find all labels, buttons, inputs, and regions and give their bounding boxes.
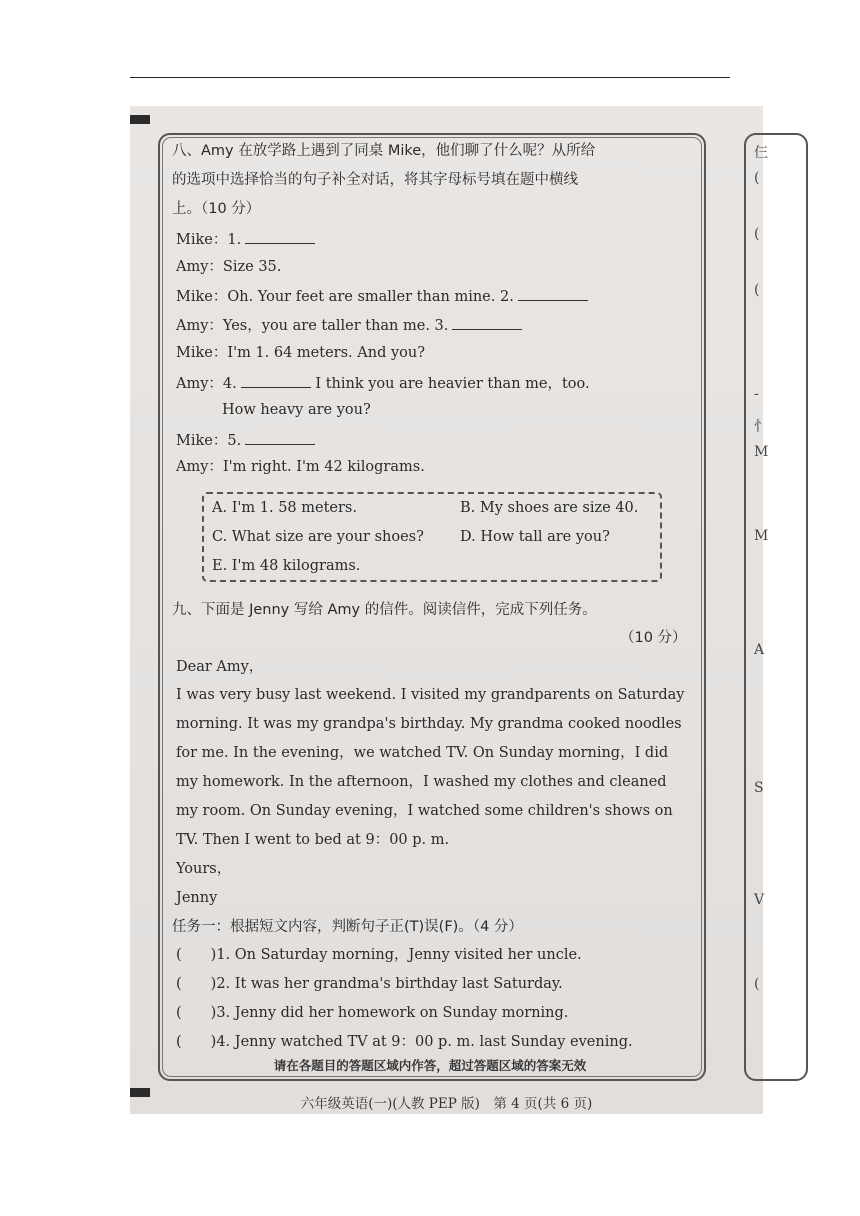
letter-line: morning. It was my grandpa's birthday. My grandma cooked noodles [176,716,682,732]
letter-line: Jenny [176,890,218,906]
option-c: C. What size are your shoes? [212,529,424,545]
letter-line: my room. On Sunday evening，I watched some children's shows on [176,803,673,819]
section8-title-line1: 八、Amy 在放学路上遇到了同桌 Mike，他们聊了什么呢？从所给 [172,143,596,159]
task1-item[interactable]: ( )4. Jenny watched TV at 9：00 p. m. last Sunday evening. [176,1034,633,1050]
side-char: M [754,444,769,460]
side-char: 仨 [754,145,768,161]
dialogue-line [222,401,371,419]
dialogue-text: Amy：4. [176,376,237,392]
option-d: D. How tall are you? [460,529,610,545]
section8-title-line3: 上。（10 分） [172,201,261,217]
side-char: ( [754,170,760,186]
side-char: ( [754,226,760,242]
answer-blank-4[interactable] [241,373,311,388]
option-e: E. I'm 48 kilograms. [212,558,361,574]
side-char: 忄 [754,419,768,435]
dialogue-line [176,229,315,249]
side-char: S [754,780,764,796]
side-char: V [754,892,765,908]
dialogue-text: Mike：1. [176,232,242,248]
next-column-frame [744,133,808,1081]
dialogue-line [176,344,425,362]
page-footer: 六年级英语(一)(人教 PEP 版) 第 4 页(共 6 页) [300,1096,593,1112]
task1-item[interactable]: ( )3. Jenny did her homework on Sunday morning. [176,1005,569,1021]
option-b: B. My shoes are size 40. [460,500,639,516]
registration-mark-top [130,115,150,124]
dialogue-text: Mike：5. [176,433,242,449]
letter-line: Dear Amy， [176,659,264,675]
side-char: - [754,386,759,402]
dialogue-line [176,315,522,335]
dialogue-line [176,258,281,276]
answer-blank-1[interactable] [245,229,315,244]
dialogue-text: Amy：I'm right. I'm 42 kilograms. [176,459,425,475]
side-char: A [754,642,765,658]
dialogue-line [176,286,588,306]
dialogue-text: Mike：Oh. Your feet are smaller than mine. 2. [176,289,514,305]
section8-title-line2: 的选项中选择恰当的句子补全对话，将其字母标号填在题中横线 [172,172,578,188]
letter-line: I was very busy last weekend. I visited my grandparents on Saturday [176,687,685,703]
dialogue-text-after: I think you are heavier than me，too. [315,376,590,392]
answer-area-notice: 请在各题目的答题区域内作答，超过答题区域的答案无效 [273,1058,587,1073]
side-char: ( [754,282,760,298]
section9-score: （10 分） [620,630,687,646]
dialogue-text: How heavy are you? [222,402,371,418]
task1-title: 任务一：根据短文内容，判断句子正(T)误(F)。（4 分） [172,919,523,935]
answer-blank-3[interactable] [452,315,522,330]
header-rule [130,77,730,78]
task1-item[interactable]: ( )1. On Saturday morning，Jenny visited her uncle. [176,947,582,963]
letter-line: TV. Then I went to bed at 9：00 p. m. [176,832,450,848]
task1-item[interactable]: ( )2. It was her grandma's birthday last Saturday. [176,976,563,992]
side-char: M [754,528,769,544]
dialogue-text: Amy：Yes，you are taller than me. 3. [176,318,449,334]
dialogue-text: Mike：I'm 1. 64 meters. And you? [176,345,425,361]
section9-title: 九、下面是 Jenny 写给 Amy 的信件。阅读信件，完成下列任务。 [172,602,597,618]
letter-line: my homework. In the afternoon，I washed my clothes and cleaned [176,774,667,790]
dialogue-line [176,430,315,450]
option-a: A. I'm 1. 58 meters. [212,500,357,516]
dialogue-line [176,373,590,393]
letter-line: Yours， [176,861,232,877]
letter-line: for me. In the evening，we watched TV. On Sunday morning，I did [176,745,669,761]
answer-blank-5[interactable] [245,430,315,445]
exam-page-photo [130,106,769,1114]
side-char: ( [754,976,760,992]
answer-blank-2[interactable] [518,286,588,301]
dialogue-line [176,458,425,476]
dialogue-text: Amy：Size 35. [176,259,282,275]
